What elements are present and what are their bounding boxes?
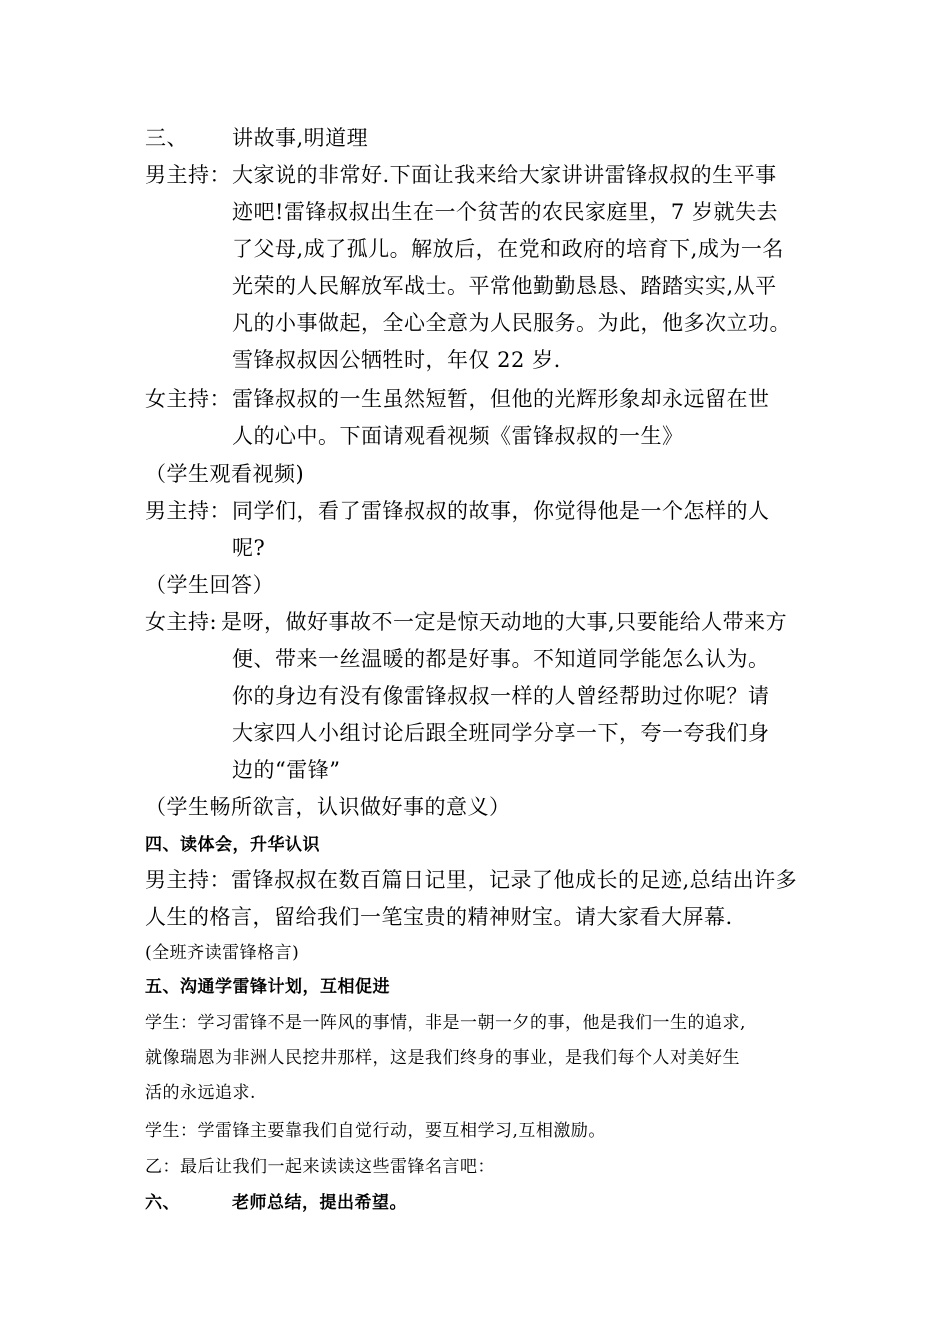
section-title: 老师总结，提出希望。 — [232, 1193, 407, 1213]
stage-note: （学生回答） — [145, 573, 274, 597]
section-heading-3 — [145, 122, 368, 152]
section-title: 讲故事,明道理 — [232, 126, 369, 150]
paragraph-line: 乙：最后让我们一起来读读这些雷锋名言吧： — [145, 1157, 495, 1177]
dialog-line: 同学们，看了雷锋叔叔的故事，你觉得他是一个怎样的人 — [232, 499, 770, 523]
section-heading-4: 四、读体会，升华认识 — [145, 835, 320, 855]
section-heading-5: 五、沟通学雷锋计划，互相促进 — [145, 977, 390, 997]
speaker-label: 女主持： — [145, 387, 231, 411]
paragraph-line: 学生：学雷锋主要靠我们自觉行动，要互相学习,互相激励。 — [145, 1121, 606, 1141]
stage-note: （学生畅所欲言，认识做好事的意义） — [145, 795, 511, 819]
paragraph-line: 人生的格言，留给我们一笔宝贵的精神财宝。请大家看大屏幕. — [145, 905, 733, 929]
paragraph-line: 就像瑞恩为非洲人民挖井那样，这是我们终身的事业，是我们每个人对美好生 — [145, 1048, 740, 1068]
speaker-label: 男主持： — [145, 499, 231, 523]
paragraph-line: 活的永远追求. — [145, 1083, 256, 1103]
speaker-label: 女主持: — [145, 610, 218, 634]
dialog-line: 人的心中。下面请观看视频《雷锋叔叔的一生》 — [232, 424, 684, 448]
dialog-line: 光荣的人民解放军战士。平常他勤勤恳恳、踏踏实实,从平 — [232, 274, 777, 298]
dialog-line: 你的身边有没有像雷锋叔叔一样的人曾经帮助过你呢？请 — [232, 684, 770, 708]
stage-note: (全班齐读雷锋格言) — [145, 943, 300, 963]
dialog-line: 雷锋叔叔的一生虽然短暂，但他的光辉形象却永远留在世 — [232, 387, 770, 411]
dialog-line: 是呀，做好事故不一定是惊天动地的大事,只要能给人带来方 — [221, 610, 788, 634]
section-number: 三、 — [145, 126, 188, 150]
dialog-line: 凡的小事做起，全心全意为人民服务。为此，他多次立功。 — [232, 311, 791, 335]
dialog-line: 呢? — [232, 536, 266, 560]
dialog-line: 迹吧!雷锋叔叔出生在一个贫苦的农民家庭里，7 岁就失去 — [232, 200, 778, 224]
section-number: 六、 — [145, 1193, 180, 1213]
paragraph-line: 男主持：雷锋叔叔在数百篇日记里，记录了他成长的足迹,总结出许多 — [145, 868, 798, 892]
dialog-line: 了父母,成了孤儿。解放后，在党和政府的培育下,成为一名 — [232, 237, 784, 261]
speaker-label: 男主持： — [145, 163, 231, 187]
dialog-line: 大家四人小组讨论后跟全班同学分享一下，夸一夸我们身 — [232, 721, 770, 745]
dialog-line: 便、带来一丝温暖的都是好事。不知道同学能怎么认为。 — [232, 647, 770, 671]
stage-note: （学生观看视频) — [145, 462, 305, 486]
dialog-line: 雪锋叔叔因公牺牲时，年仅 22 岁. — [232, 348, 561, 372]
section-heading-6 — [145, 1188, 407, 1213]
dialog-line: 边的“雷锋” — [232, 758, 341, 782]
dialog-line: 大家说的非常好.下面让我来给大家讲讲雷锋叔叔的生平事 — [232, 163, 777, 187]
paragraph-line: 学生：学习雷锋不是一阵风的事情，非是一朝一夕的事，他是我们一生的追求, — [145, 1013, 746, 1033]
